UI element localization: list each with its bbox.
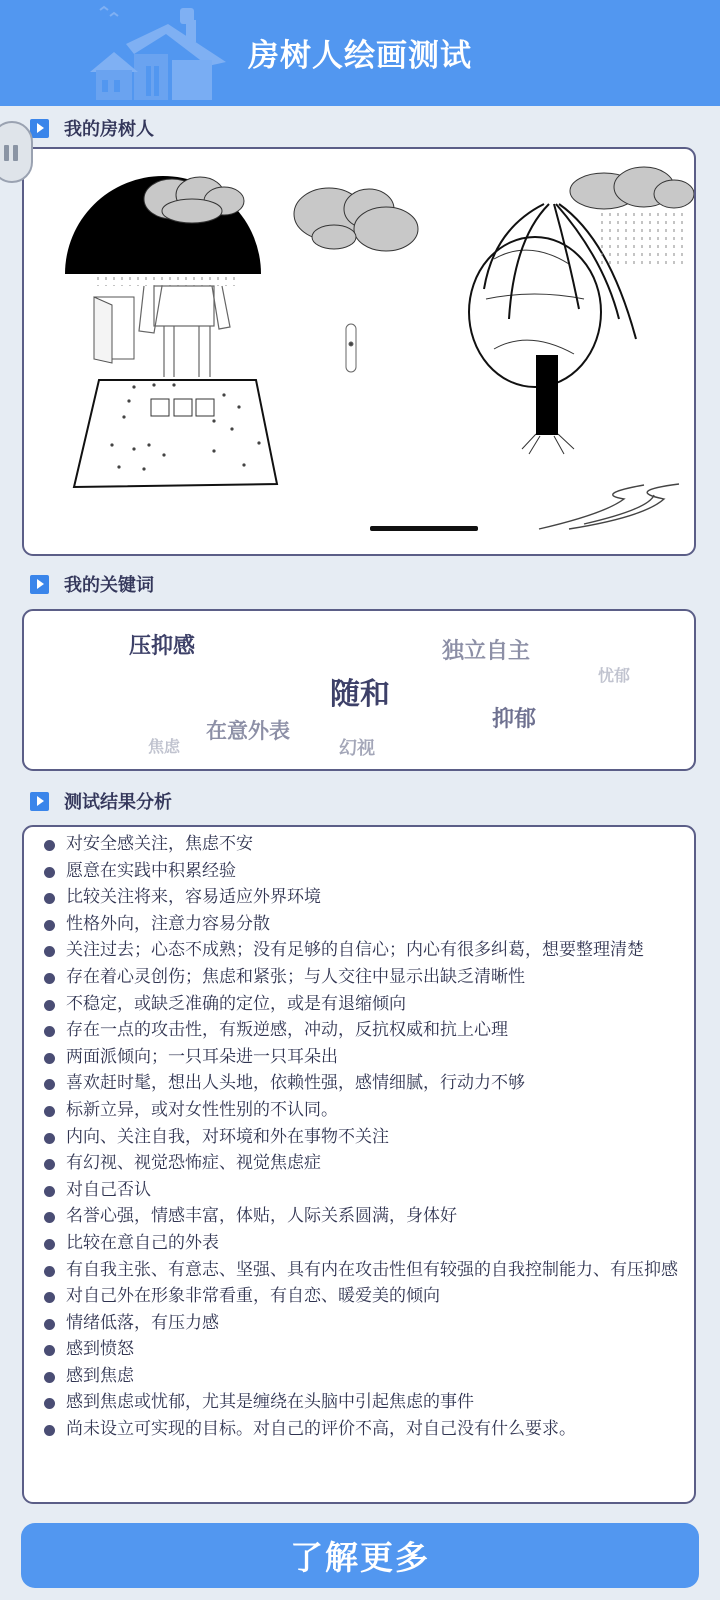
section-header-keywords — [30, 572, 154, 596]
list-item: 存在着心灵创伤；焦虑和紧张；与人交往中显示出缺乏清晰性 — [42, 964, 680, 991]
section-header-results — [30, 789, 172, 813]
section-title: 我的关键词 — [64, 575, 154, 596]
keyword-tag: 焦虑 — [148, 737, 181, 756]
list-item: 尚未设立可实现的目标。对自己的评价不高，对自己没有什么要求。 — [42, 1416, 680, 1443]
list-item: 对自己外在形象非常看重，有自恋、暖爱美的倾向 — [42, 1283, 680, 1310]
keyword-tag: 在意外表 — [206, 719, 290, 743]
list-item: 对自己否认 — [42, 1177, 680, 1204]
section-title: 测试结果分析 — [64, 792, 172, 813]
list-item: 存在一点的攻击性，有叛逆感，冲动，反抗权威和抗上心理 — [42, 1017, 680, 1044]
list-item: 两面派倾向；一只耳朵进一只耳朵出 — [42, 1044, 680, 1071]
house-tree-person-drawing — [24, 149, 694, 554]
keyword-tag: 幻视 — [339, 738, 375, 759]
list-item: 性格外向，注意力容易分散 — [42, 911, 680, 938]
list-item: 情绪低落，有压力感 — [42, 1310, 680, 1337]
list-item: 喜欢赶时髦，想出人头地，依赖性强，感情细腻，行动力不够 — [42, 1070, 680, 1097]
results-card — [22, 825, 696, 1504]
section-header-drawing — [30, 116, 154, 140]
list-item: 关注过去；心态不成熟；没有足够的自信心；内心有很多纠葛，想要整理清楚 — [42, 937, 680, 964]
list-item: 比较在意自己的外表 — [42, 1230, 680, 1257]
tree-drawing — [469, 167, 694, 454]
list-item: 名誉心强，情感丰富，体贴，人际关系圆满，身体好 — [42, 1203, 680, 1230]
section-title: 我的房树人 — [64, 119, 154, 140]
door-drawing — [94, 297, 134, 363]
keywords-card — [22, 609, 696, 771]
scroll-indicator — [370, 526, 478, 531]
key-drawing — [346, 324, 356, 372]
garden-drawing — [74, 380, 277, 487]
floating-pause-button[interactable] — [0, 121, 33, 183]
keyword-tag: 压抑感 — [129, 634, 196, 659]
cloud-drawing — [294, 188, 418, 251]
list-item: 感到焦虑或忧郁，尤其是缠绕在头脑中引起焦虑的事件 — [42, 1389, 680, 1416]
list-item: 感到愤怒 — [42, 1336, 680, 1363]
list-item: 比较关注将来，容易适应外界环境 — [42, 884, 680, 911]
result-list — [24, 827, 694, 1443]
list-item: 愿意在实践中积累经验 — [42, 858, 680, 885]
play-triangle-icon — [30, 792, 49, 811]
list-item: 感到焦虑 — [42, 1363, 680, 1390]
list-item: 不稳定，或缺乏准确的定位，或是有退缩倾向 — [42, 991, 680, 1018]
list-item: 内向、关注自我，对环境和外在事物不关注 — [42, 1124, 680, 1151]
keyword-tag: 抑郁 — [492, 707, 537, 732]
list-item: 有自我主张、有意志、坚强、具有内在攻击性但有较强的自我控制能力、有压抑感 — [42, 1257, 680, 1284]
learn-more-button[interactable]: 了解更多 — [21, 1523, 699, 1588]
river-drawing — [539, 484, 679, 529]
umbrella-drawing — [65, 176, 261, 286]
header-bar — [0, 0, 720, 106]
play-triangle-icon — [30, 119, 49, 138]
drawing-card — [22, 147, 696, 556]
list-item: 有幻视、视觉恐怖症、视觉焦虑症 — [42, 1150, 680, 1177]
keyword-tag: 独立自主 — [442, 639, 531, 664]
page-title: 房树人绘画测试 — [248, 38, 472, 74]
play-triangle-icon — [30, 575, 49, 594]
list-item: 对安全感关注，焦虑不安 — [42, 831, 680, 858]
keyword-tag: 忧郁 — [598, 666, 631, 685]
list-item: 标新立异，或对女性性别的不认同。 — [42, 1097, 680, 1124]
person-drawing — [139, 286, 230, 377]
keyword-tag: 随和 — [330, 677, 390, 712]
